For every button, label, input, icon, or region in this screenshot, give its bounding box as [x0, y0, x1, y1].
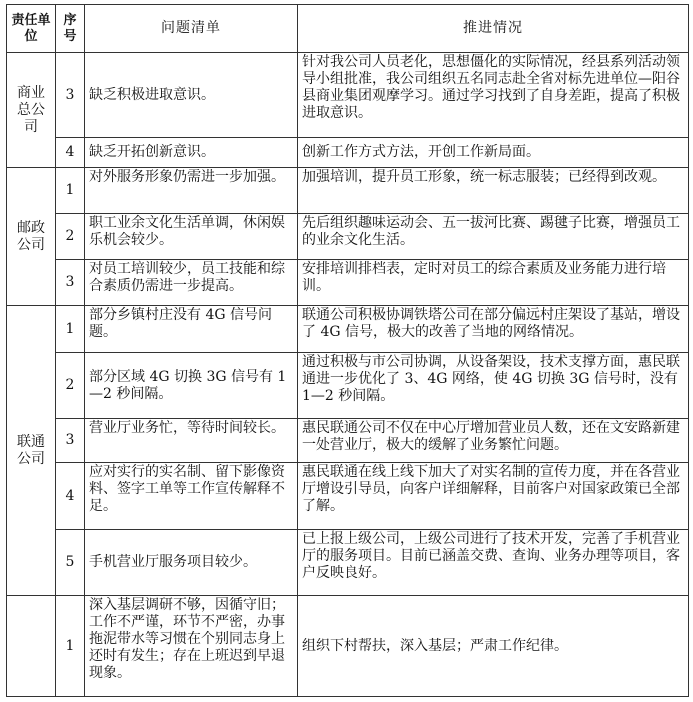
- table-row: [7, 53, 689, 138]
- table-row: [7, 138, 689, 168]
- progress-cell: 组织下村帮扶，深入基层；严肃工作纪律。: [298, 596, 689, 697]
- table-row: [7, 463, 689, 530]
- issue-cell: 对员工培训较少，员工技能和综合素质仍需进一步提高。: [85, 260, 298, 306]
- issue-cell: 缺乏积极进取意识。: [85, 53, 298, 138]
- issue-cell: 部分乡镇村庄没有 4G 信号问题。: [85, 306, 298, 353]
- table-row: [7, 353, 689, 419]
- progress-cell: 通过积极与市公司协调，从设备架设，技术支撑方面，惠民联通进一步优化了 3、4G 网络，使 4G 切换 3G 信号时，没有 1—2 秒间隔。: [298, 353, 689, 419]
- progress-cell: 联通公司积极协调铁塔公司在部分偏远村庄架设了基站，增设了 4G 信号，极大的改善了当地的网络情况。: [298, 306, 689, 353]
- unit-cell: 商业总公司: [7, 53, 56, 168]
- unit-cell: 邮政公司: [7, 168, 56, 306]
- unit-cell: [7, 596, 56, 697]
- seq-cell: 5: [56, 530, 85, 596]
- table-row: [7, 306, 689, 353]
- seq-cell: 4: [56, 463, 85, 530]
- progress-cell: 安排培训排档表，定时对员工的综合素质及业务能力进行培训。: [298, 260, 689, 306]
- progress-cell: 惠民联通在线上线下加大了对实名制的宣传力度，并在各营业厅增设引导员，向客户详细解释，目前客户对国家政策已全部了解。: [298, 463, 689, 530]
- issue-cell: 部分区域 4G 切换 3G 信号有 1—2 秒间隔。: [85, 353, 298, 419]
- seq-cell: 3: [56, 53, 85, 138]
- table-row: [7, 168, 689, 214]
- seq-cell: 3: [56, 419, 85, 463]
- seq-cell: 2: [56, 214, 85, 260]
- progress-cell: 创新工作方式方法，开创工作新局面。: [298, 138, 689, 168]
- issue-cell: 应对实行的实名制、留下影像资料、签字工单等工作宣传解释不足。: [85, 463, 298, 530]
- issue-cell: 营业厅业务忙，等待时间较长。: [85, 419, 298, 463]
- seq-cell: 1: [56, 306, 85, 353]
- table-header-row: [7, 5, 689, 53]
- header-unit: 责任单位: [7, 5, 56, 53]
- seq-cell: 1: [56, 596, 85, 697]
- issue-cell: 对外服务形象仍需进一步加强。: [85, 168, 298, 214]
- progress-cell: 加强培训，提升员工形象，统一标志服装；已经得到改观。: [298, 168, 689, 214]
- seq-cell: 3: [56, 260, 85, 306]
- seq-cell: 1: [56, 168, 85, 214]
- header-issue: 问题清单: [85, 5, 298, 53]
- issue-cell: 职工业余文化生活单调，休闲娱乐机会较少。: [85, 214, 298, 260]
- unit-cell: 联通公司: [7, 306, 56, 596]
- table-row: [7, 214, 689, 260]
- issue-progress-table: [6, 4, 689, 697]
- header-progress: 推进情况: [298, 5, 689, 53]
- issue-cell: 手机营业厅服务项目较少。: [85, 530, 298, 596]
- progress-cell: 惠民联通公司不仅在中心厅增加营业员人数，还在文安路新建一处营业厅，极大的缓解了业务繁忙问题。: [298, 419, 689, 463]
- table-row: [7, 419, 689, 463]
- progress-cell: 针对我公司人员老化，思想僵化的实际情况，经县系列活动领导小组批准，我公司组织五名同志赴全省对标先进单位—阳谷县商业集团观摩学习。通过学习找到了自身差距，提高了积极进取意识。: [298, 53, 689, 138]
- progress-cell: 先后组织趣味运动会、五一拔河比赛、踢毽子比赛，增强员工的业余文化生活。: [298, 214, 689, 260]
- issue-cell: 缺乏开拓创新意识。: [85, 138, 298, 168]
- table-row: [7, 260, 689, 306]
- table-row: [7, 596, 689, 697]
- seq-cell: 2: [56, 353, 85, 419]
- seq-cell: 4: [56, 138, 85, 168]
- table-row: [7, 530, 689, 596]
- progress-cell: 已上报上级公司，上级公司进行了技术开发，完善了手机营业厅的服务项目。目前已涵盖交费、查询、业务办理等项目，客户反映良好。: [298, 530, 689, 596]
- issue-cell: 深入基层调研不够，因循守旧；工作不严谨，环节不严密，办事拖泥带水等习惯在个别同志身上还时有发生；存在上班迟到早退现象。: [85, 596, 298, 697]
- header-seq: 序号: [56, 5, 85, 53]
